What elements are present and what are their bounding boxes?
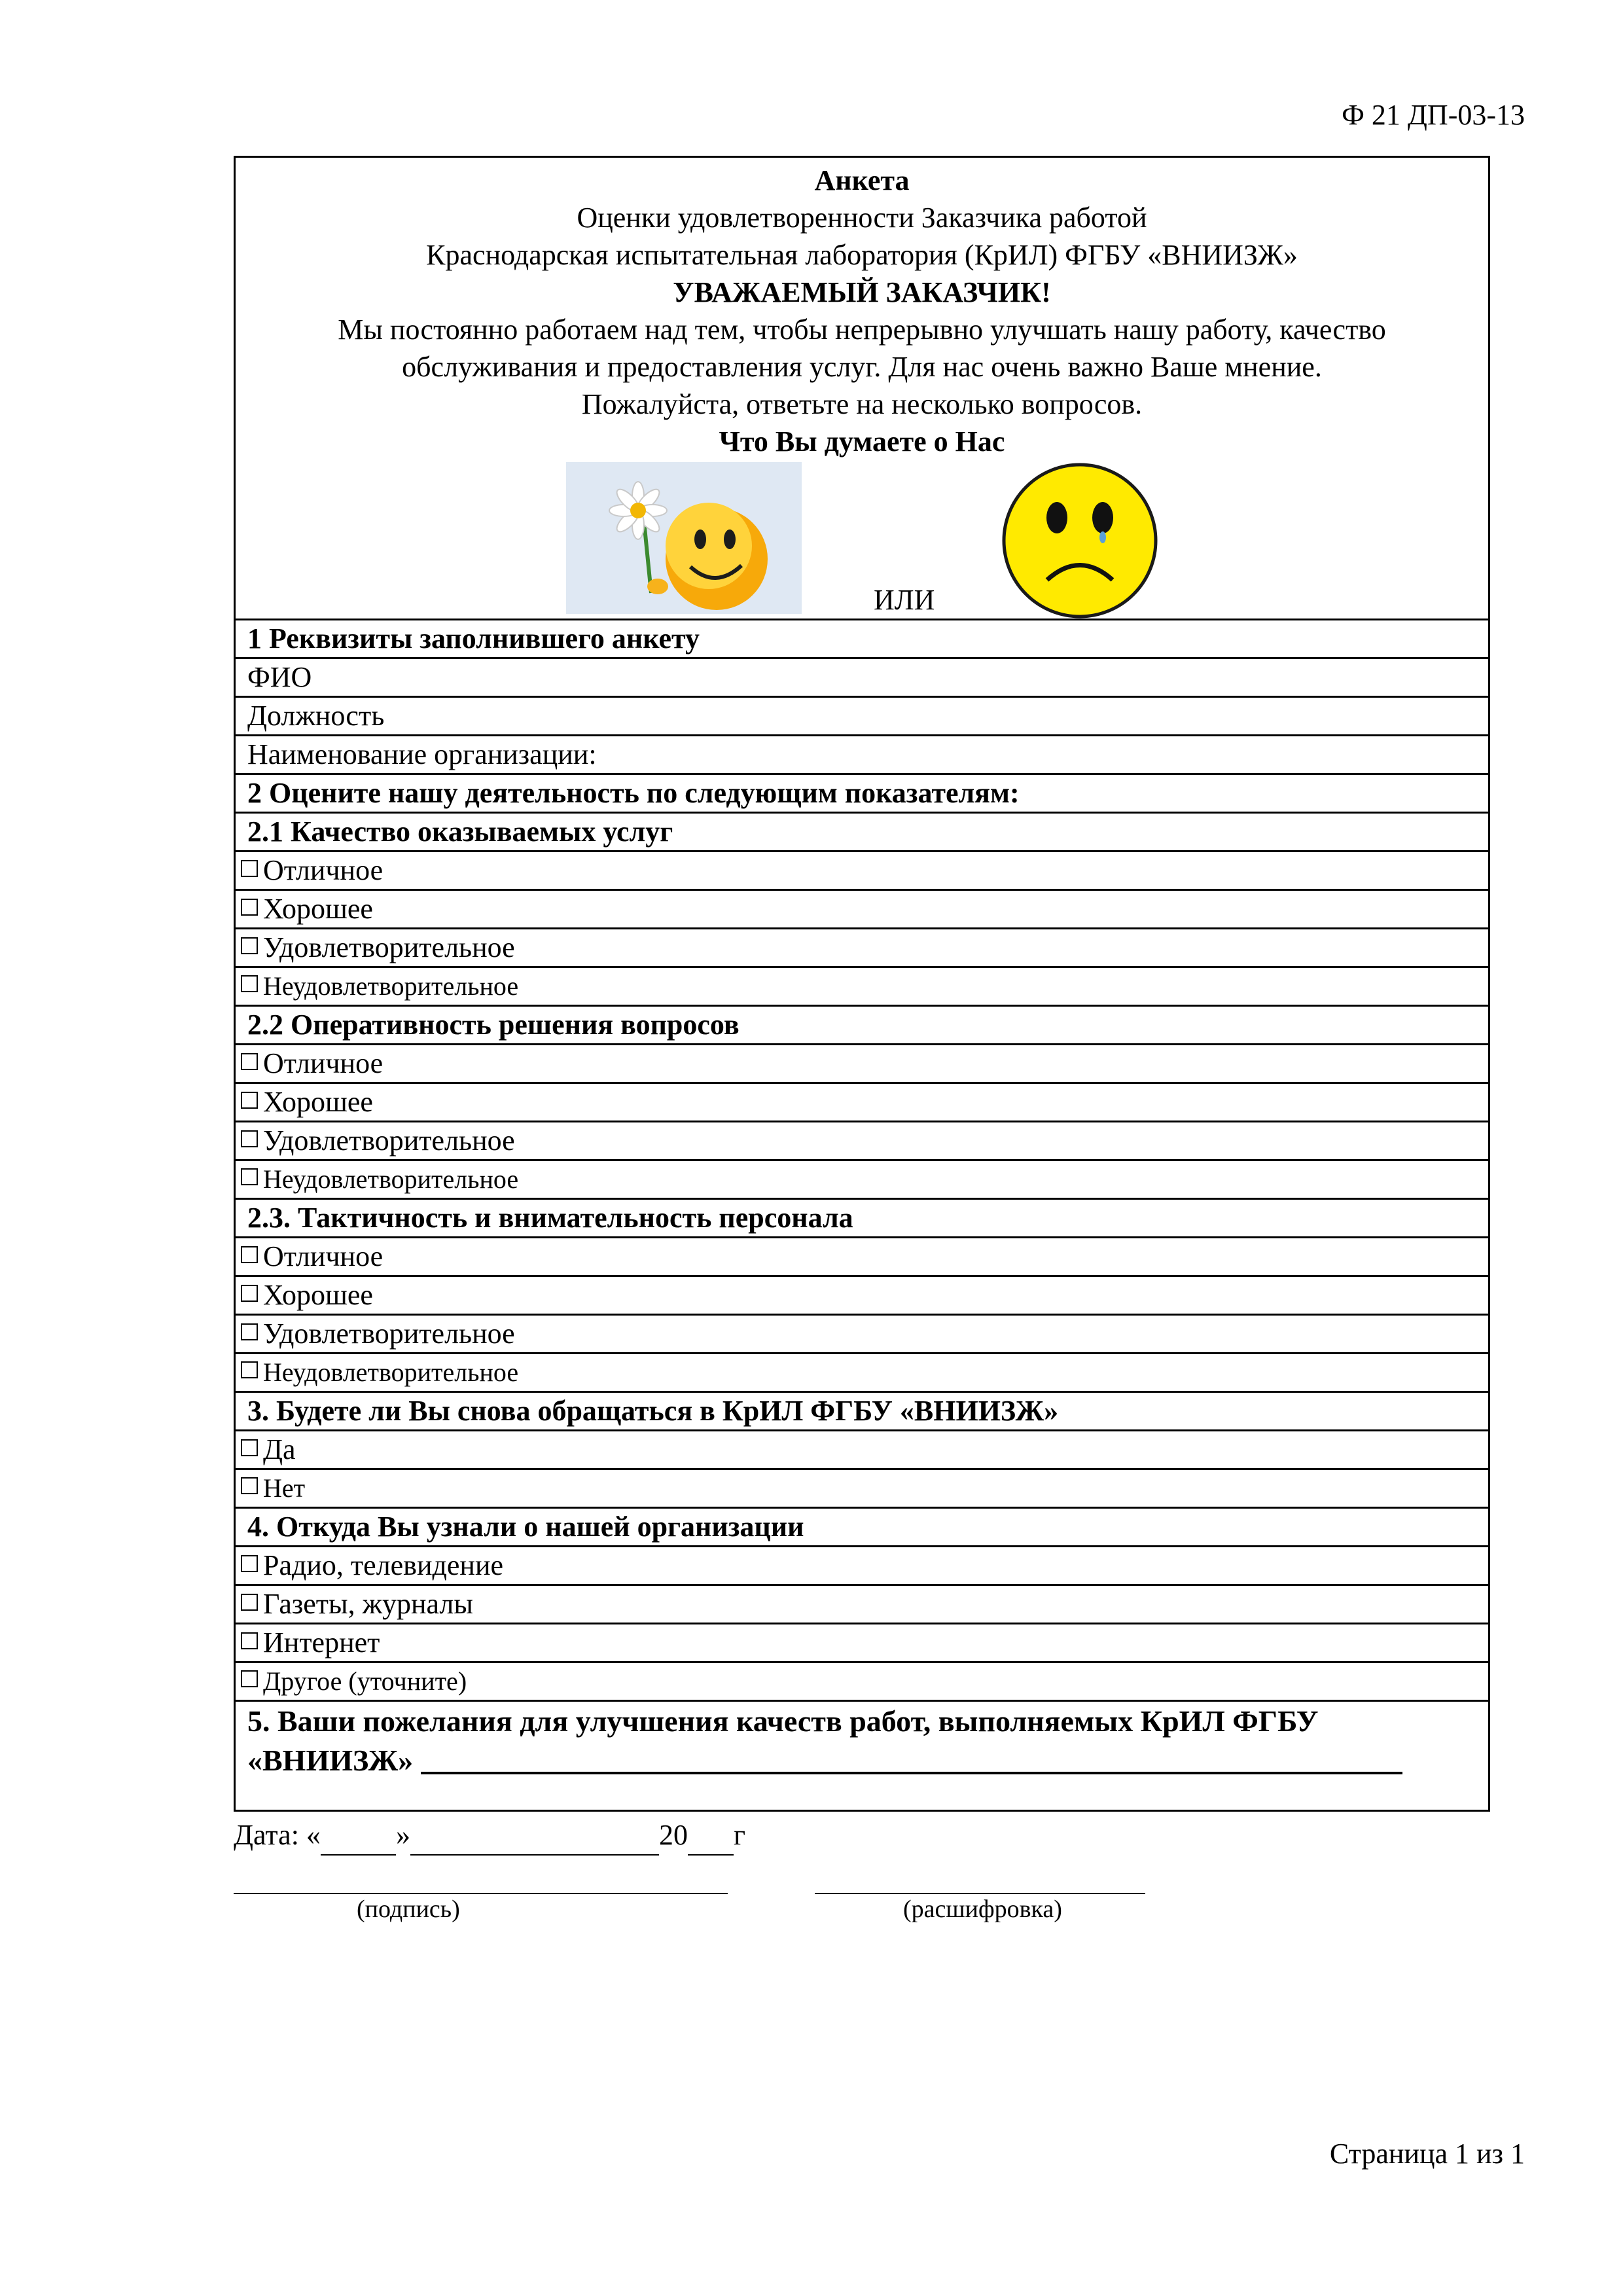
- form-title: Анкета: [814, 164, 910, 196]
- survey-form: [234, 156, 1490, 1812]
- option-label: Нет: [263, 1473, 306, 1503]
- checkbox-icon[interactable]: [241, 1477, 258, 1494]
- option-label: Да: [263, 1433, 296, 1465]
- date-suffix: г: [733, 1819, 745, 1851]
- option-label: Газеты, журналы: [263, 1588, 473, 1620]
- intro-line-2: обслуживания и предоставления услуг. Для нас очень важно Ваше мнение.: [402, 351, 1322, 383]
- organization-field[interactable]: Наименование организации:: [236, 736, 1488, 775]
- checkbox-icon[interactable]: [241, 1168, 258, 1185]
- section3-title: 3. Будете ли Вы снова обращаться в КрИЛ ФГБУ «ВНИИЗЖ»: [236, 1393, 1488, 1431]
- or-label: ИЛИ: [874, 584, 935, 616]
- s3-option-yes[interactable]: [236, 1431, 1488, 1470]
- section2-title: 2 Оцените нашу деятельность по следующим показателям:: [236, 775, 1488, 814]
- date-day-blank[interactable]: [321, 1821, 396, 1856]
- checkbox-icon[interactable]: [241, 1285, 258, 1302]
- section1-title: 1 Реквизиты заполнившего анкету: [236, 620, 1488, 659]
- option-label: Отличное: [263, 1047, 383, 1079]
- s23-option-satisfactory[interactable]: [236, 1316, 1488, 1354]
- wishes-input-line[interactable]: [421, 1772, 1402, 1774]
- section2-1-title: 2.1 Качество оказываемых услуг: [236, 814, 1488, 852]
- section5: [236, 1702, 1488, 1780]
- position-field[interactable]: Должность: [236, 698, 1488, 736]
- checkbox-icon[interactable]: [241, 1053, 258, 1070]
- s21-option-good[interactable]: [236, 891, 1488, 929]
- option-label: Хорошее: [263, 1279, 373, 1311]
- option-label: Удовлетворительное: [263, 1124, 515, 1157]
- checkbox-icon[interactable]: [241, 975, 258, 992]
- form-rows: [236, 620, 1488, 1780]
- s4-option-other[interactable]: [236, 1663, 1488, 1702]
- option-label: Хорошее: [263, 1086, 373, 1118]
- happy-smiley-icon: [566, 462, 802, 614]
- checkbox-icon[interactable]: [241, 1439, 258, 1456]
- form-subtitle: Оценки удовлетворенности Заказчика работой: [577, 202, 1147, 234]
- section5-title-line1: 5. Ваши пожелания для улучшения качеств работ, выполняемых КрИЛ ФГБУ: [247, 1704, 1319, 1738]
- decode-caption: (расшифровка): [903, 1895, 1062, 1923]
- checkbox-icon[interactable]: [241, 1246, 258, 1263]
- section2-2-title: 2.2 Оперативность решения вопросов: [236, 1007, 1488, 1045]
- option-label: Радио, телевидение: [263, 1549, 504, 1581]
- section4-title: 4. Откуда Вы узнали о нашей организации: [236, 1509, 1488, 1547]
- checkbox-icon[interactable]: [241, 1555, 258, 1572]
- s4-option-press[interactable]: [236, 1586, 1488, 1624]
- checkbox-icon[interactable]: [241, 1323, 258, 1340]
- intro-line-1: Мы постоянно работаем над тем, чтобы непрерывно улучшать нашу работу, качество: [338, 314, 1386, 346]
- option-label: Хорошее: [263, 893, 373, 925]
- s4-option-internet[interactable]: [236, 1624, 1488, 1663]
- checkbox-icon[interactable]: [241, 1092, 258, 1109]
- s3-option-no[interactable]: [236, 1470, 1488, 1509]
- section5-title-line2-text: «ВНИИЗЖ»: [247, 1744, 414, 1777]
- checkbox-icon[interactable]: [241, 1361, 258, 1378]
- opinion-question: Что Вы думаете о Нас: [719, 425, 1005, 457]
- date-line: [234, 1818, 745, 1856]
- greeting: УВАЖАЕМЫЙ ЗАКАЗЧИК!: [673, 276, 1051, 308]
- sad-smiley-icon: [1001, 462, 1158, 619]
- s22-option-satisfactory[interactable]: [236, 1122, 1488, 1161]
- option-label: Отличное: [263, 1240, 383, 1272]
- checkbox-icon[interactable]: [241, 1670, 258, 1687]
- intro-line-3: Пожалуйста, ответьте на несколько вопросов.: [581, 388, 1143, 420]
- checkbox-icon[interactable]: [241, 1130, 258, 1147]
- checkbox-icon[interactable]: [241, 937, 258, 954]
- fio-field[interactable]: ФИО: [236, 659, 1488, 698]
- s22-option-excellent[interactable]: [236, 1045, 1488, 1084]
- s21-option-unsatisfactory[interactable]: [236, 968, 1488, 1007]
- date-month-blank[interactable]: [410, 1821, 659, 1856]
- option-label: Неудовлетворительное: [263, 971, 519, 1001]
- decode-line[interactable]: [815, 1893, 1145, 1894]
- s23-option-excellent[interactable]: [236, 1238, 1488, 1277]
- checkbox-icon[interactable]: [241, 1632, 258, 1649]
- checkbox-icon[interactable]: [241, 1594, 258, 1611]
- form-header: [236, 158, 1488, 620]
- option-label: Удовлетворительное: [263, 931, 515, 963]
- date-prefix: Дата: «: [234, 1819, 321, 1851]
- s23-option-unsatisfactory[interactable]: [236, 1354, 1488, 1393]
- option-label: Отличное: [263, 854, 383, 886]
- checkbox-icon[interactable]: [241, 899, 258, 916]
- form-code: Ф 21 ДП-03-13: [1342, 99, 1525, 131]
- option-label: Неудовлетворительное: [263, 1164, 519, 1194]
- signature-caption: (подпись): [357, 1895, 460, 1923]
- option-label: Интернет: [263, 1626, 380, 1659]
- section2-3-title: 2.3. Тактичность и внимательность персонала: [236, 1200, 1488, 1238]
- date-mid: »: [395, 1819, 410, 1851]
- checkbox-icon[interactable]: [241, 860, 258, 877]
- date-year-prefix: 20: [658, 1819, 688, 1851]
- page-number: Страница 1 из 1: [1329, 2138, 1525, 2170]
- date-year-blank[interactable]: [688, 1821, 734, 1856]
- option-label: Другое (уточните): [263, 1666, 467, 1696]
- option-label: Неудовлетворительное: [263, 1357, 519, 1387]
- signature-line[interactable]: [234, 1893, 728, 1894]
- s22-option-good[interactable]: [236, 1084, 1488, 1122]
- s21-option-excellent[interactable]: [236, 852, 1488, 891]
- s4-option-radio-tv[interactable]: [236, 1547, 1488, 1586]
- lab-name: Краснодарская испытательная лаборатория (КрИЛ) ФГБУ «ВНИИЗЖ»: [426, 239, 1298, 271]
- option-label: Удовлетворительное: [263, 1318, 515, 1350]
- s23-option-good[interactable]: [236, 1277, 1488, 1316]
- section5-title-line2: [247, 1741, 1476, 1780]
- s21-option-satisfactory[interactable]: [236, 929, 1488, 968]
- s22-option-unsatisfactory[interactable]: [236, 1161, 1488, 1200]
